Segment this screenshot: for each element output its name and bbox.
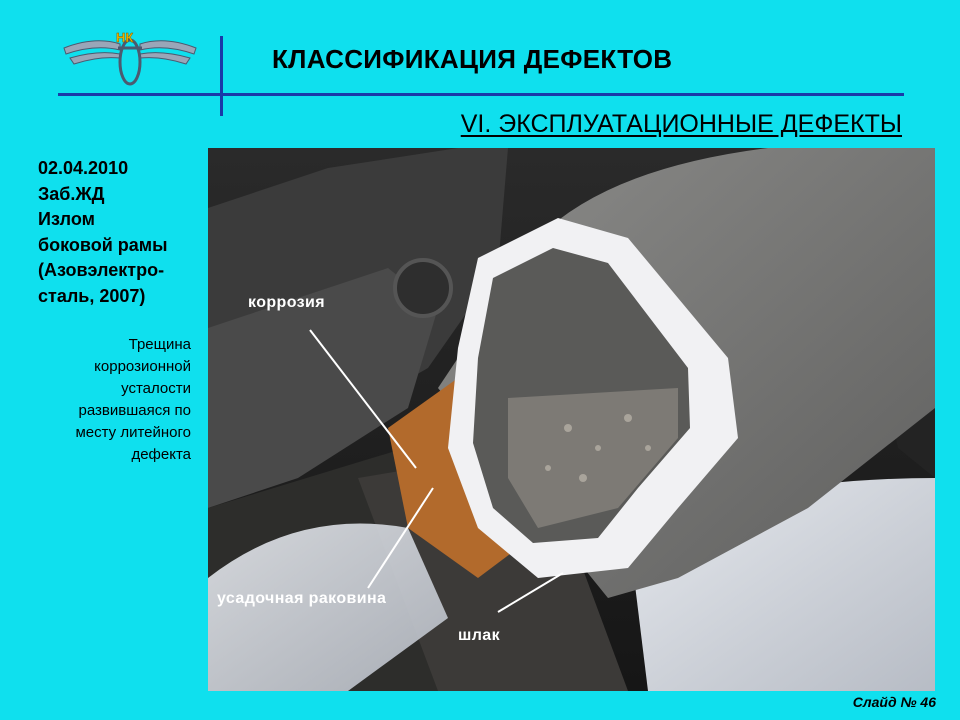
- shrinkage-cavity-label: усадочная раковина: [217, 590, 387, 607]
- header-vertical-rule: [220, 36, 223, 116]
- caption-line: Излом: [38, 209, 95, 229]
- description-line: Трещина: [128, 336, 191, 353]
- description-line: усталости: [121, 380, 191, 397]
- railway-logo: [60, 20, 200, 90]
- caption-railway: Заб.ЖД: [38, 183, 105, 204]
- page-title: КЛАССИФИКАЦИЯ ДЕФЕКТОВ: [272, 44, 673, 74]
- caption-line: боковой рамы: [38, 234, 168, 255]
- defect-description: [30, 334, 191, 466]
- logo-text: НК: [116, 30, 134, 45]
- corrosion-label: коррозия: [248, 294, 326, 311]
- section-subtitle: VI. ЭКСПЛУАТАЦИОННЫЕ ДЕФЕКТЫ: [460, 110, 902, 138]
- slide-number: Слайд № 46: [852, 694, 936, 710]
- description-line: дефекта: [131, 446, 191, 463]
- fracture-photo: [208, 148, 935, 691]
- caption-line: сталь, 2007): [38, 285, 146, 306]
- defect-caption: [38, 156, 203, 309]
- description-line: развившаяся по: [78, 402, 191, 419]
- slag-label: шлак: [458, 627, 501, 644]
- description-line: коррозионной: [94, 358, 191, 375]
- caption-date: 02.04.2010: [38, 158, 129, 178]
- header-horizontal-rule: [58, 93, 904, 96]
- caption-line: (Азовэлектро-: [38, 260, 165, 280]
- description-line: месту литейного: [75, 424, 191, 441]
